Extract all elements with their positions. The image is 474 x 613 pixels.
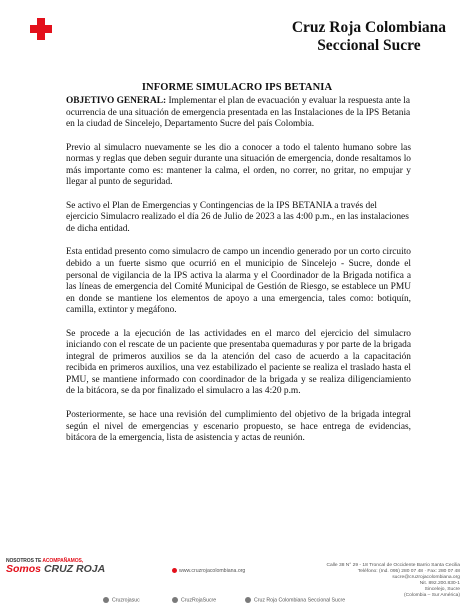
paragraph-5: Se procede a la ejecución de las actividades en el marco del ejercicio del simulacro iniciando con el rescate de un paciente que presentaba quemaduras y por parte de la brigada integral de primeros auxilios se da la atención del caso de acuerdo a la capacitación recibida en primeros auxilios, una vez estabilizado el paciente se realiza el traslado hasta el PMU, se mantiene informado con coordinador de la brigada y se realiza diligenciamiento de la bitácora, se da por finalizado el simulacro a las 4:20 p.m. <box>66 328 411 397</box>
page-footer <box>0 556 474 613</box>
nit-line: Nit. 892.200.830-1 <box>419 581 460 586</box>
red-cross-icon <box>30 18 52 40</box>
org-line-2: Seccional Sucre <box>317 37 421 54</box>
email-line: sucre@cruzrojacolombiana.org <box>392 575 460 580</box>
slogan-pre: NOSOTROS TE <box>6 558 43 564</box>
slogan-cruz-roja: CRUZ ROJA <box>43 563 106 575</box>
objective-label: OBJETIVO GENERAL: <box>66 96 167 106</box>
city-line: Sincelejo, Sucre <box>424 587 460 592</box>
paragraph-4: Esta entidad presento como simulacro de campo un incendio generado por un corto circuito debido a un fuerte sismo que ocurrió en el municipio de Sincelejo - Sucre, donde el personal de vigilancia de la IPS activa la alarma y el Coordinador de la Brigada notifica a las líneas de emergencia del Comité Municipal de Gestión de Riesgo, se establece un PMU en donde se mantiene los elementos de apoyo a una emergencia, tales como: botiquín, camilla, extintor y megáfono. <box>66 247 411 316</box>
twitter-link[interactable] <box>172 597 216 603</box>
twitter-handle: CruzRojaSucre <box>181 597 217 604</box>
paragraph-2: Previo al simulacro nuevamente se les dio a conocer a todo el talento humano sobre las normas y reglas que deben seguir durante una situación de emergencia, donde resaltamos lo más importante como es: mantener la calma, el orden, no correr, no gritar, no empujar y llegar al punto de seguridad. <box>66 142 411 188</box>
slogan-logo <box>6 558 106 575</box>
document-title: INFORME SIMULACRO IPS BETANIA <box>141 82 333 93</box>
instagram-icon <box>103 597 109 603</box>
facebook-page: Cruz Roja Colombiana Seccional Sucre <box>254 597 346 604</box>
twitter-icon <box>172 597 178 603</box>
slogan-somos: Somos <box>6 563 42 575</box>
document-body <box>66 96 411 457</box>
instagram-link[interactable] <box>103 597 140 603</box>
objective-text: Implementar el plan de evacuación y evaluar la respuesta ante la ocurrencia de una situación de emergencia presentada en las Instalaciones de la IPS Betania en la ciudad de Sincelejo, Departamento Sucre del país Colombia. <box>66 96 411 130</box>
phone-line: Teléfono: (Ind. 095) 280 07 48 · Fax: 280 07 48 <box>357 569 460 574</box>
facebook-link[interactable] <box>245 597 345 603</box>
website-text: www.cruzrojacolombiana.org <box>179 568 246 574</box>
org-line-1: Cruz Roja Colombiana <box>291 19 446 36</box>
paragraph-3: Se activo el Plan de Emergencias y Contingencias de la IPS BETANIA a través del ejercicio Simulacro realizado el día 26 de Julio de 2023 a las 4:00 p.m., en las instalaciones de dicha entidad. <box>66 200 409 234</box>
objective-paragraph <box>66 96 411 131</box>
social-links <box>0 597 474 607</box>
paragraph-6: Posteriormente, se hace una revisión del cumplimiento del objetivo de la brigada integral según el nivel de emergencias y escenario propuesto, se hace entrega de evidencias, bitácora de la emergencia, lista de asistencia y actas de reunión. <box>66 410 411 444</box>
facebook-icon <box>245 597 251 603</box>
address-line: Calle 38 N° 29 - 18 Troncal de Occidente Barrio Santa Cecilia <box>326 563 460 568</box>
website-link[interactable] <box>172 568 245 574</box>
instagram-handle: Cruzrojasuc <box>112 597 140 604</box>
country-line: (Colombia – Sur América) <box>404 593 460 598</box>
globe-icon <box>172 568 177 573</box>
organization-name <box>292 19 446 55</box>
address-block <box>300 563 460 599</box>
slogan-red: ACOMPAÑAMOS, <box>42 558 84 564</box>
